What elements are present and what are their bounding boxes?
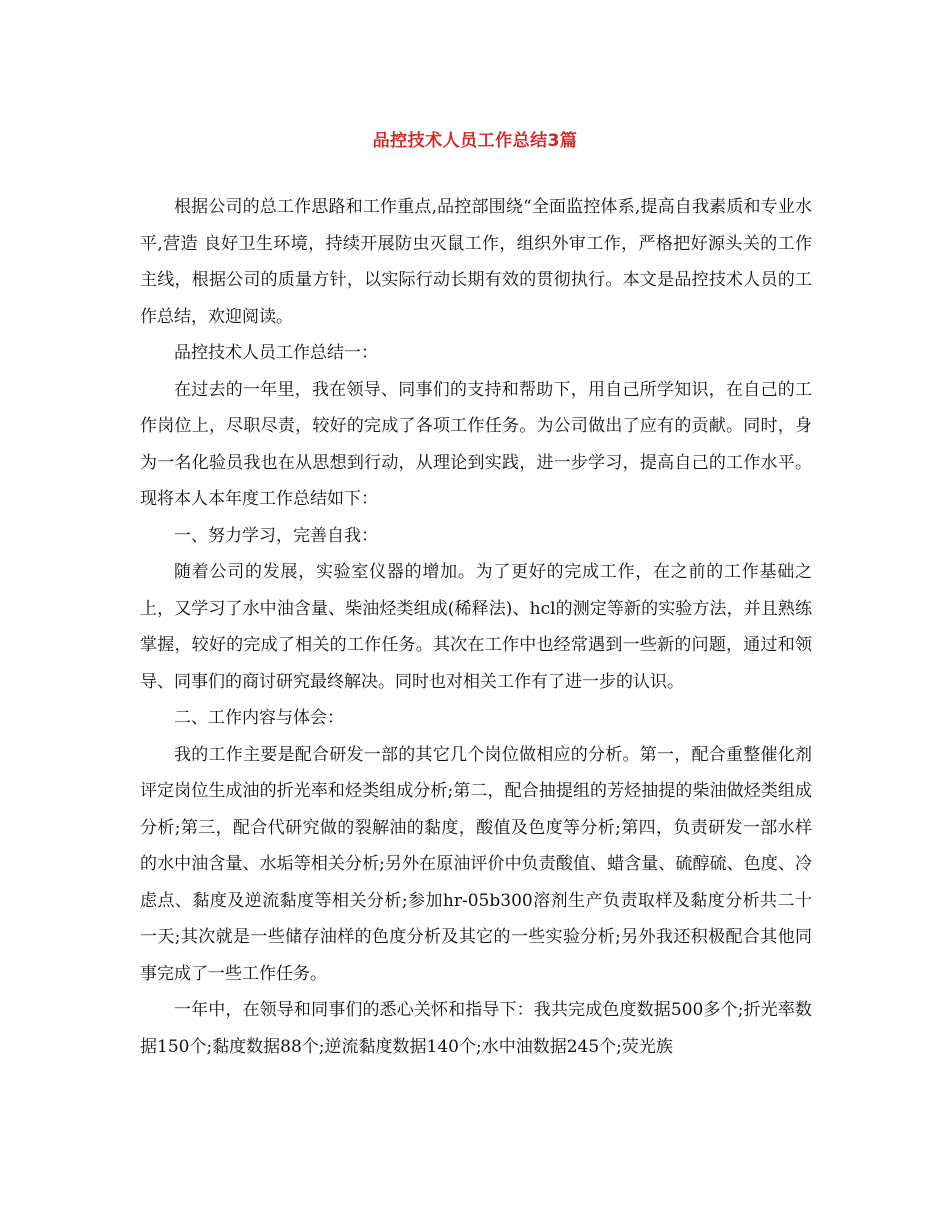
paragraph-year-stats: 一年中，在领导和同事们的悉心关怀和指导下：我共完成色度数据500多个;折光率数据150个;黏度数据88个;逆流黏度数据140个;水中油数据245个;荧光族: [140, 1000, 812, 1057]
document-body: [140, 189, 812, 1065]
paragraph-work-content: 我的工作主要是配合研发一部的其它几个岗位做相应的分析。第一，配合重整催化剂评定岗位生成油的折光率和烃类组成分析;第二，配合抽提组的芳烃抽提的柴油做烃类组成分析;第三，配合代研究做的裂解油的黏度，酸值及色度等分析;第四，负责研发一部水样的水中油含量、水垢等相关分析;另外在原油评价中负责酸值、蜡含量、硫醇硫、色度、冷虑点、黏度及逆流黏度等相关分析;参加hr-05b300溶剂生产负责取样及黏度分析共二十一天;其次就是一些储存油样的色度分析及其它的一些实验分析;另外我还积极配合其他同事完成了一些工作任务。: [140, 744, 812, 984]
paragraph-past-year: 在过去的一年里，我在领导、同事们的支持和帮助下，用自己所学知识，在自己的工作岗位上，尽职尽责，较好的完成了各项工作任务。为公司做出了应有的贡献。同时，身为一名化验员我也在从思想到行动，从理论到实践，进一步学习，提高自己的工作水平。现将本人本年度工作总结如下：: [140, 379, 812, 509]
document-title: 品控技术人员工作总结3篇: [372, 131, 578, 151]
paragraph-study: 随着公司的发展，实验室仪器的增加。为了更好的完成工作，在之前的工作基础之上，又学习了水中油含量、柴油烃类组成(稀释法)、hcl的测定等新的实验方法，并且熟练掌握，较好的完成了相关的工作任务。其次在工作中也经常遇到一些新的问题，通过和领导、同事们的商讨研究最终解决。同时也对相关工作有了进一步的认识。: [140, 562, 812, 692]
section-heading-study: 一、努力学习，完善自我：: [174, 525, 378, 546]
section-heading-summary-one: 品控技术人员工作总结一：: [174, 343, 378, 363]
section-heading-work-content: 二、工作内容与体会：: [174, 708, 344, 728]
paragraph-intro: 根据公司的总工作思路和工作重点,品控部围绕“全面监控体系,提高自我素质和专业水平,营造 良好卫生环境，持续开展防虫灭鼠工作，组织外审工作，严格把好源头关的工作主线，根据公司的质量方针，以实际行动长期有效的贯彻执行。本文是品控技术人员的工作总结，欢迎阅读。: [140, 197, 812, 327]
